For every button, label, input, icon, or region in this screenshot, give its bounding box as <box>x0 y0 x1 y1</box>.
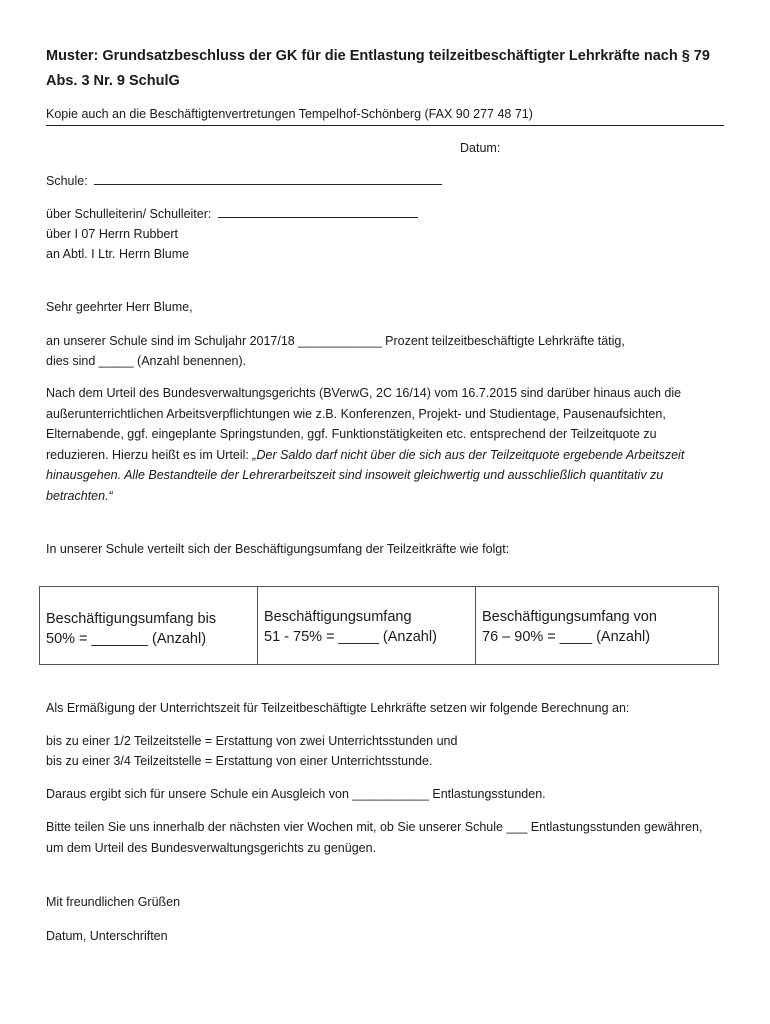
principal-label: über Schulleiterin/ Schulleiter: <box>46 207 212 221</box>
paragraph-7: Bitte teilen Sie uns innerhalb der nächsten vier Wochen mit, ob Sie unserer Schule ___ Entlastungsstunden gewähren, um dem Urteil des Bundesverwaltungsgerichts zu genügen. <box>46 820 703 855</box>
salutation: Sehr geehrter Herr Blume, <box>46 300 193 314</box>
table-cell-up-to-50 <box>40 587 258 664</box>
school-row <box>46 170 442 191</box>
date-label: Datum: <box>460 141 501 155</box>
paragraph-5-line-1: bis zu einer 1/2 Teilzeitstelle = Erstattung von zwei Unterrichtsstunden und <box>46 734 458 748</box>
paragraph-1-line-1: an unserer Schule sind im Schuljahr 2017/18 ____________ Prozent teilzeitbeschäftigte Lehrkräfte tätig, <box>46 334 625 348</box>
paragraph-1-line-2: dies sind _____ (Anzahl benennen). <box>46 354 247 368</box>
paragraph-5-line-2: bis zu einer 3/4 Teilzeitstelle = Erstattung von einer Unterrichtsstunde. <box>46 754 433 768</box>
cell-3-line-1: Beschäftigungsumfang von <box>482 609 657 625</box>
document-title: Muster: Grundsatzbeschluss der GK für die Entlastung teilzeitbeschäftigter Lehrkräfte nach § 79 Abs. 3 Nr. 9 SchulG <box>46 48 710 89</box>
cell-1-line-2: 50% = _______ (Anzahl) <box>46 631 207 647</box>
address-line-2: an Abtl. I Ltr. Herrn Blume <box>46 247 190 261</box>
principal-row <box>46 203 418 224</box>
paragraph-4: Als Ermäßigung der Unterrichtszeit für Teilzeitbeschäftigte Lehrkräfte setzen wir folgende Berechnung an: <box>46 701 630 715</box>
principal-fill-line[interactable] <box>218 203 418 218</box>
paragraph-6: Daraus ergibt sich für unsere Schule ein Ausgleich von ___________ Entlastungsstunden. <box>46 787 546 801</box>
paragraph-2 <box>46 383 718 506</box>
table-cell-51-75 <box>258 587 476 664</box>
school-fill-line[interactable] <box>94 170 442 185</box>
court-quote: „Der Saldo darf nicht über die sich aus der Teilzeitquote ergebende Arbeitszeit hinausgehen. Alle Bestandteile der Lehrerarbeitszeit sind insoweit gleichwertig und ausschließlich quantitativ zu betrachten.“ <box>46 447 685 503</box>
cell-2-line-2: 51 - 75% = _____ (Anzahl) <box>264 629 437 645</box>
school-label: Schule: <box>46 174 88 188</box>
copy-note: Kopie auch an die Beschäftigtenvertretungen Tempelhof-Schönberg (FAX 90 277 48 71) <box>46 106 724 126</box>
employment-table <box>39 586 719 665</box>
cell-2-line-1: Beschäftigungsumfang <box>264 609 412 625</box>
cell-3-line-2: 76 – 90% = ____ (Anzahl) <box>482 629 651 645</box>
paragraph-2-text: Nach dem Urteil des Bundesverwaltungsgerichts (BVerwG, 2C 16/14) vom 16.7.2015 sind darüber hinaus auch die außerunterrichtlichen Arbeitsverpflichtungen wie z.B. Konferenzen, Projekt- und Studientage, Pausenaufsichten, Elternabende, ggf. eingeplante Springstunden, ggf. Funktionstätigkeiten etc. entsprechend der Teilzeitquote zu reduzieren. Hierzu heißt es im Urteil: <box>46 386 682 462</box>
closing: Mit freundlichen Grüßen <box>46 895 181 909</box>
table-cell-76-90 <box>476 587 718 664</box>
signature-line: Datum, Unterschriften <box>46 929 168 943</box>
paragraph-3: In unserer Schule verteilt sich der Beschäftigungsumfang der Teilzeitkräfte wie folgt: <box>46 542 510 556</box>
address-line-1: über I 07 Herrn Rubbert <box>46 227 179 241</box>
cell-1-line-1: Beschäftigungsumfang bis <box>46 611 217 627</box>
